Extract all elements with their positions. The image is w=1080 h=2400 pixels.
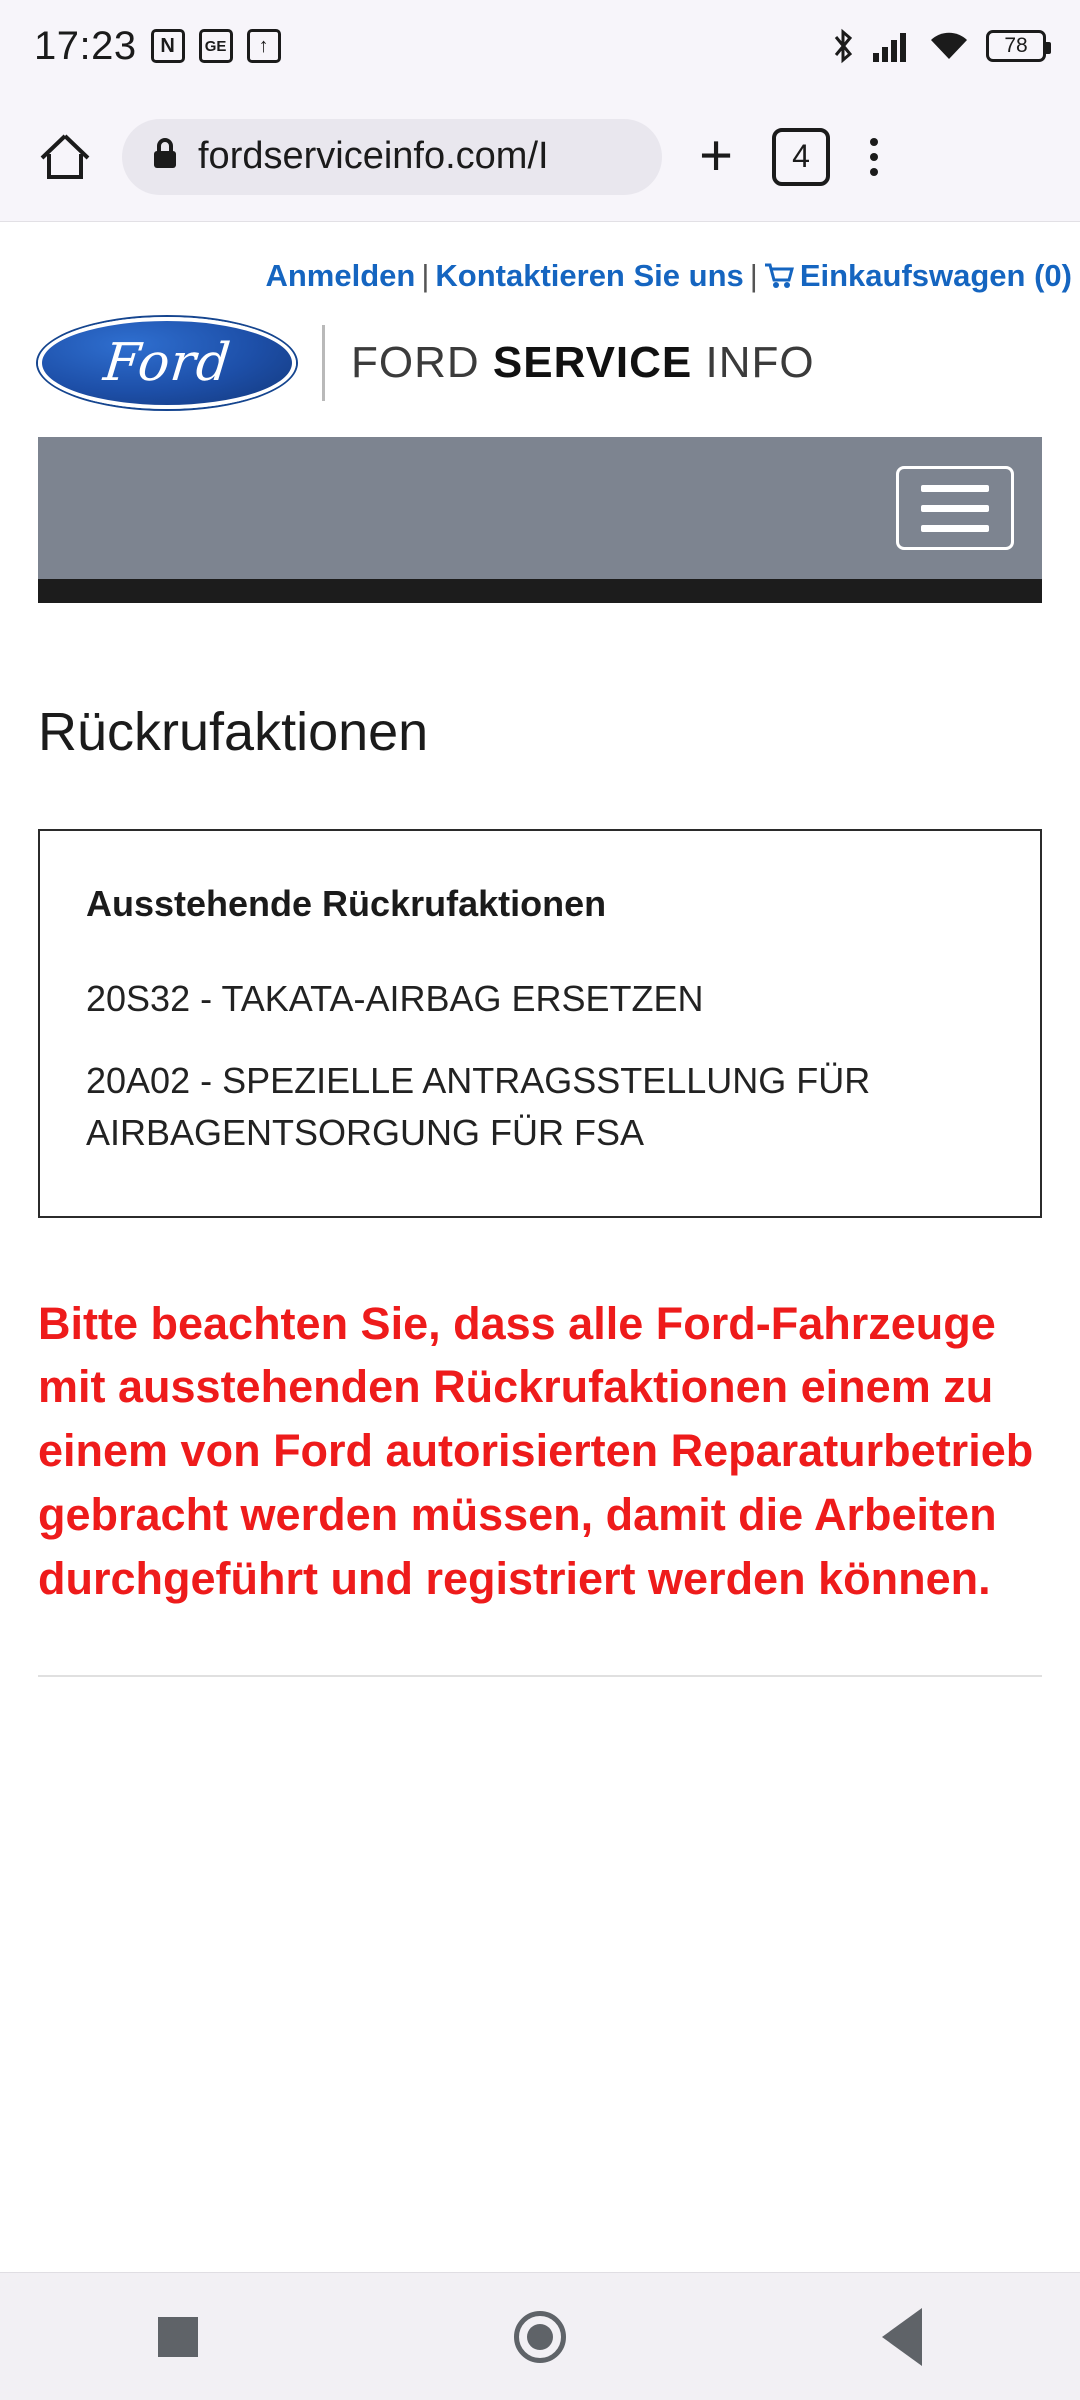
tab-switcher-button[interactable]: 4: [772, 128, 830, 186]
url-bar[interactable]: [122, 119, 662, 195]
status-right-group: [830, 27, 1046, 65]
list-item: 20S32 - TAKATA-AIRBAG ERSETZEN: [86, 978, 704, 1019]
status-bar: [0, 0, 1080, 92]
new-tab-button[interactable]: +: [699, 123, 733, 189]
ford-logo[interactable]: [38, 317, 296, 409]
browser-toolbar: [0, 92, 1080, 222]
web-page-content: [0, 222, 1080, 2272]
brand-header: [0, 307, 1080, 423]
battery-level: 78: [1004, 34, 1028, 57]
hamburger-menu-icon[interactable]: [896, 466, 1014, 550]
recall-panel: [38, 829, 1042, 1218]
status-left-group: [34, 24, 281, 69]
list-item: 20A02 - SPEZIELLE ANTRAGSSTELLUNG FÜR AIRBAGENTSORGUNG FÜR FSA: [86, 1060, 871, 1154]
site-title-bold: SERVICE: [492, 338, 693, 387]
overflow-menu-icon[interactable]: [846, 138, 902, 176]
home-icon[interactable]: [30, 130, 100, 184]
back-triangle-icon[interactable]: [882, 2308, 922, 2366]
ford-logo-text: Ford: [100, 333, 234, 393]
recall-notice-text: Bitte beachten Sie, dass alle Ford-Fahrzeuge mit ausstehenden Rückrufaktionen einem zu einem von Ford autorisierten Reparaturbetrieb gebracht werden müssen, damit die Arbeiten durchgeführt und registriert werden können.: [38, 1297, 1034, 1605]
home-circle-icon[interactable]: [514, 2311, 566, 2363]
site-title: [351, 338, 815, 388]
upload-arrow-icon: ↑: [247, 29, 281, 63]
battery-icon: [986, 30, 1046, 62]
lock-icon: [150, 137, 180, 176]
contact-link[interactable]: Kontaktieren Sie uns: [435, 258, 744, 293]
page-title: Rückrufaktionen: [38, 702, 429, 762]
wifi-icon: [928, 29, 970, 63]
site-title-suffix: INFO: [692, 338, 815, 387]
nfc-icon: N: [151, 29, 185, 63]
link-separator-1: |: [421, 258, 430, 293]
brand-divider: [322, 325, 325, 401]
signin-link[interactable]: Anmelden: [265, 258, 416, 293]
link-separator-2: |: [749, 258, 758, 293]
shopping-cart-icon[interactable]: [764, 261, 794, 297]
site-navbar: [38, 437, 1042, 579]
utility-links: [0, 222, 1080, 307]
recents-square-icon[interactable]: [158, 2317, 198, 2357]
bluetooth-icon: [830, 27, 856, 65]
cellular-signal-icon: [872, 29, 912, 63]
navbar-accent-bar: [38, 579, 1042, 603]
cart-link[interactable]: Einkaufswagen (0): [799, 258, 1072, 293]
data-saver-icon: GE: [199, 29, 233, 63]
site-title-prefix: FORD: [351, 338, 493, 387]
recall-panel-title: Ausstehende Rückrufaktionen: [86, 883, 607, 924]
content-divider: [38, 1675, 1042, 1677]
status-clock: 17:23: [34, 23, 137, 68]
url-text[interactable]: fordserviceinfo.com/I: [198, 135, 549, 177]
android-nav-bar: [0, 2272, 1080, 2400]
